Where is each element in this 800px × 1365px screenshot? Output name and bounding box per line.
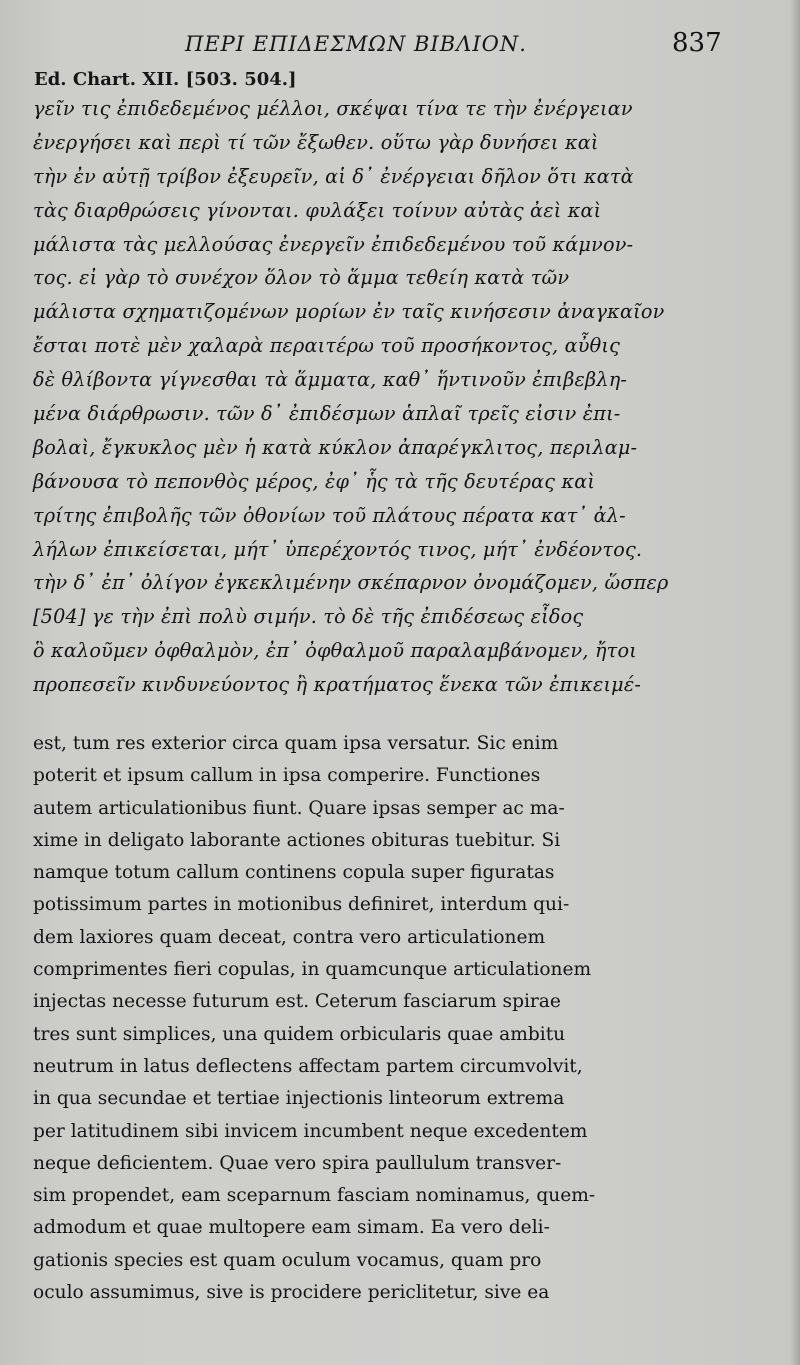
greek-line: τὴν δ᾿ ἐπ᾿ ὀλίγον ἐγκεκλιμένην σκέπαρνον ὀνομάζομεν, ὥσπερ bbox=[33, 571, 669, 595]
latin-line: admodum et quae multopere eam simam. Ea vero deli- bbox=[33, 1217, 550, 1239]
latin-line: tres sunt simplices, una quidem orbicularis quae ambitu bbox=[33, 1023, 566, 1045]
latin-line: dem laxiores quam deceat, contra vero articulationem bbox=[33, 926, 546, 948]
latin-line: potissimum partes in motionibus definiret, interdum qui- bbox=[33, 894, 570, 916]
greek-line: βολαὶ, ἔγκυκλος μὲν ἡ κατὰ κύκλον ἀπαρέγκλιτος, περιλαμ- bbox=[33, 435, 638, 459]
greek-line: τρίτης ἐπιβολῆς τῶν ὀθονίων τοῦ πλάτους πέρατα κατ᾿ ἀλ- bbox=[33, 503, 626, 527]
greek-line: μάλιστα σχηματιζομένων μορίων ἐν ταῖς κινήσεσιν ἀναγκαῖον bbox=[33, 300, 665, 324]
latin-line: gationis species est quam oculum vocamus, quam pro bbox=[33, 1249, 542, 1271]
page-number: 837 bbox=[672, 28, 722, 58]
greek-line: μένα διάρθρωσιν. τῶν δ᾿ ἐπιδέσμων ἁπλαῖ τρεῖς εἰσιν ἐπι- bbox=[33, 402, 621, 426]
greek-line: δὲ θλίβοντα γίγνεσθαι τὰ ἅμματα, καθ᾿ ἥντινοῦν ἐπιβεβλη- bbox=[33, 368, 628, 392]
greek-line: λήλων ἐπικείσεται, μήτ᾿ ὑπερέχοντός τινος, μήτ᾿ ἐνδέοντος. bbox=[33, 537, 643, 561]
latin-line: per latitudinem sibi invicem incumbent neque excedentem bbox=[33, 1120, 588, 1142]
page-shadow-edge bbox=[790, 0, 800, 1365]
running-header bbox=[0, 28, 800, 64]
running-title: ΠΕΡΙ ΕΠΙΔΕΣΜΩΝ ΒΙΒΛΙΟΝ. bbox=[185, 32, 527, 56]
greek-text-block bbox=[33, 92, 723, 702]
greek-line: τὴν ἐν αὐτῇ τρίβον ἐξευρεῖν, αἱ δ᾿ ἐνέργειαι δῆλον ὅτι κατὰ bbox=[33, 164, 634, 188]
latin-line: poterit et ipsum callum in ipsa comperire. Functiones bbox=[33, 765, 541, 787]
latin-line: autem articulationibus fiunt. Quare ipsas semper ac ma- bbox=[33, 797, 565, 819]
greek-line: προπεσεῖν κινδυνεύοντος ἢ κρατήματος ἕνεκα τῶν ἐπικειμέ- bbox=[33, 673, 642, 697]
latin-line: neque deficientem. Quae vero spira paullulum transver- bbox=[33, 1152, 562, 1174]
greek-line: τὰς διαρθρώσεις γίνονται. φυλάξει τοίνυν αὐτὰς ἀεὶ καὶ bbox=[33, 198, 602, 222]
latin-line: injectas necesse futurum est. Ceterum fasciarum spirae bbox=[33, 991, 561, 1013]
greek-line: ἐνεργήσει καὶ περὶ τί τῶν ἔξωθεν. οὕτω γὰρ δυνήσει καὶ bbox=[33, 130, 599, 154]
greek-line: ὃ καλοῦμεν ὀφθαλμὸν, ἐπ᾿ ὀφθαλμοῦ παραλαμβάνομεν, ἤτοι bbox=[33, 639, 637, 663]
greek-line: μάλιστα τὰς μελλούσας ἐνεργεῖν ἐπιδεδεμένου τοῦ κάμνον- bbox=[33, 232, 634, 256]
latin-line: comprimentes fieri copulas, in quamcunque articulationem bbox=[33, 959, 592, 981]
edition-reference: Ed. Chart. XII. [503. 504.] bbox=[34, 69, 297, 90]
greek-line: βάνουσα τὸ πεπονθὸς μέρος, ἐφ᾿ ἧς τὰ τῆς δευτέρας καὶ bbox=[33, 469, 596, 493]
greek-line: [504] γε τὴν ἐπὶ πολὺ σιμήν. τὸ δὲ τῆς ἐπιδέσεως εἶδος bbox=[33, 605, 584, 629]
latin-line: neutrum in latus deflectens affectam partem circumvolvit, bbox=[33, 1055, 583, 1077]
greek-line: τος. εἰ γὰρ τὸ συνέχον ὅλον τὸ ἅμμα τεθείη κατὰ τῶν bbox=[33, 266, 570, 290]
latin-line: oculo assumimus, sive is procidere periclitetur, sive ea bbox=[33, 1282, 550, 1304]
latin-line: namque totum callum continens copula super figuratas bbox=[33, 862, 555, 884]
latin-line: sim propendet, eam sceparnum fasciam nominamus, quem- bbox=[33, 1185, 596, 1207]
latin-line: est, tum res exterior circa quam ipsa versatur. Sic enim bbox=[33, 733, 559, 754]
latin-line: in qua secundae et tertiae injectionis linteorum extrema bbox=[33, 1088, 565, 1110]
latin-text-block bbox=[33, 728, 723, 1309]
latin-line: xime in deligato laborante actiones obituras tuebitur. Si bbox=[33, 829, 561, 851]
greek-line: ἔσται ποτὲ μὲν χαλαρὰ περαιτέρω τοῦ προσήκοντος, αὖθις bbox=[33, 334, 621, 358]
greek-line: γεῖν τις ἐπιδεδεμένος μέλλοι, σκέψαι τίνα τε τὴν ἐνέργειαν bbox=[33, 97, 633, 120]
